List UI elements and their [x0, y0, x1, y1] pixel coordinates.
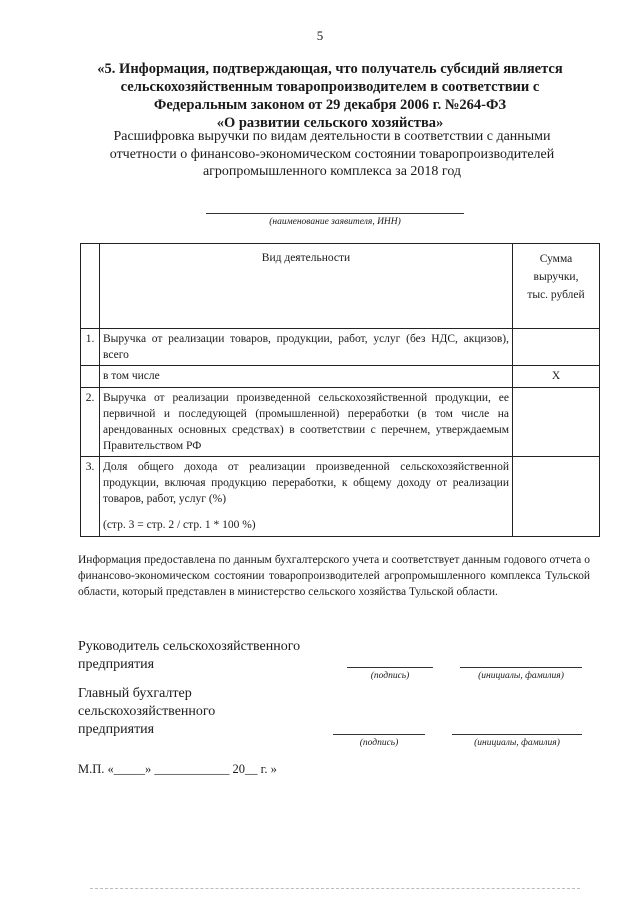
table-row — [81, 366, 600, 388]
head-signature-line[interactable] — [347, 667, 433, 668]
row-number: 3. — [81, 457, 100, 537]
subtitle-line: отчетности о финансово-экономическом состоянии товаропроизводителей — [109, 146, 555, 162]
subtitle — [72, 128, 592, 181]
title-line: «О развитии сельского хозяйства» — [216, 115, 444, 131]
row-description — [100, 457, 513, 537]
row-number — [81, 366, 100, 388]
accountant-name-line[interactable] — [452, 734, 582, 735]
head-signature-label: (подпись) — [370, 671, 410, 681]
title-line: сельскохозяйственным товаропроизводителем в соответствии с — [120, 79, 540, 95]
section-title — [70, 60, 590, 132]
row-description: в том числе — [100, 366, 513, 388]
head-title — [78, 638, 300, 674]
table-header-row — [81, 244, 600, 329]
table-row — [81, 329, 600, 366]
row-number: 2. — [81, 388, 100, 457]
head-name-line[interactable] — [460, 667, 582, 668]
row-formula: (стр. 3 = стр. 2 / стр. 1 * 100 %) — [103, 519, 256, 531]
subtitle-line: Расшифровка выручки по видам деятельности в соответствии с данными — [113, 129, 551, 144]
head-title-line: Руководитель сельскохозяйственного — [78, 639, 301, 654]
table-row — [81, 457, 600, 537]
header-sum-line: Сумма — [539, 253, 573, 265]
title-line: «5. Информация, подтверждающая, что получатель субсидий является — [97, 61, 563, 77]
title-line: Федеральным законом от 29 декабря 2006 г. №264-ФЗ — [153, 97, 507, 113]
row-sum[interactable] — [513, 329, 600, 366]
header-sum-line: тыс. рублей — [527, 289, 585, 301]
header-activity: Вид деятельности — [100, 244, 513, 329]
subtitle-line: агропромышленного комплекса за 2018 год — [202, 164, 462, 179]
info-paragraph: Информация предоставлена по данным бухгалтерского учета и соответствует данным годового отчета о финансово-экономическом состоянии товаропроизводителей агропромышленного комплекса Тульской области, который представлен в министерство сельского хозяйства Тульской области. — [78, 554, 590, 598]
row-sum: X — [513, 366, 600, 388]
applicant-name-label: (наименование заявителя, ИНН) — [269, 217, 401, 227]
row-number: 1. — [81, 329, 100, 366]
accountant-title-line: предприятия — [78, 722, 155, 737]
head-name-label: (инициалы, фамилия) — [478, 671, 564, 681]
stamp-date-line: М.П. «_____» ____________ 20__ г. » — [78, 762, 277, 776]
accountant-name-label: (инициалы, фамилия) — [474, 738, 560, 748]
header-num-cell — [81, 244, 100, 329]
row-sum[interactable] — [513, 457, 600, 537]
accountant-signature-line[interactable] — [333, 734, 425, 735]
accountant-title — [78, 685, 215, 739]
row-description: Выручка от реализации товаров, продукции, работ, услуг (без НДС, акцизов), всего — [100, 329, 513, 366]
accountant-signature-label: (подпись) — [359, 738, 399, 748]
row-description: Выручка от реализации произведенной сельскохозяйственной продукции, ее первичной и последующей (промышленной) переработки (в том числе на арендованных основных средствах) в соответствии с перечнем, утверждаемым Правительством РФ — [100, 388, 513, 457]
applicant-name-line — [206, 213, 464, 214]
row-description-text: Доля общего дохода от реализации произведенной сельскохозяйственной продукции, включая продукцию переработки, к общему доходу от реализации товаров, работ, услуг (%) — [103, 461, 509, 505]
head-title-line: предприятия — [78, 657, 155, 672]
table-row — [81, 388, 600, 457]
revenue-table — [80, 243, 600, 537]
accountant-title-line: сельскохозяйственного — [78, 704, 216, 719]
accountant-title-line: Главный бухгалтер — [78, 686, 192, 701]
page-number: 5 — [316, 28, 324, 43]
row-sum[interactable] — [513, 388, 600, 457]
header-sum-line: выручки, — [533, 271, 579, 283]
footer-divider — [90, 888, 580, 889]
header-sum — [513, 244, 600, 329]
